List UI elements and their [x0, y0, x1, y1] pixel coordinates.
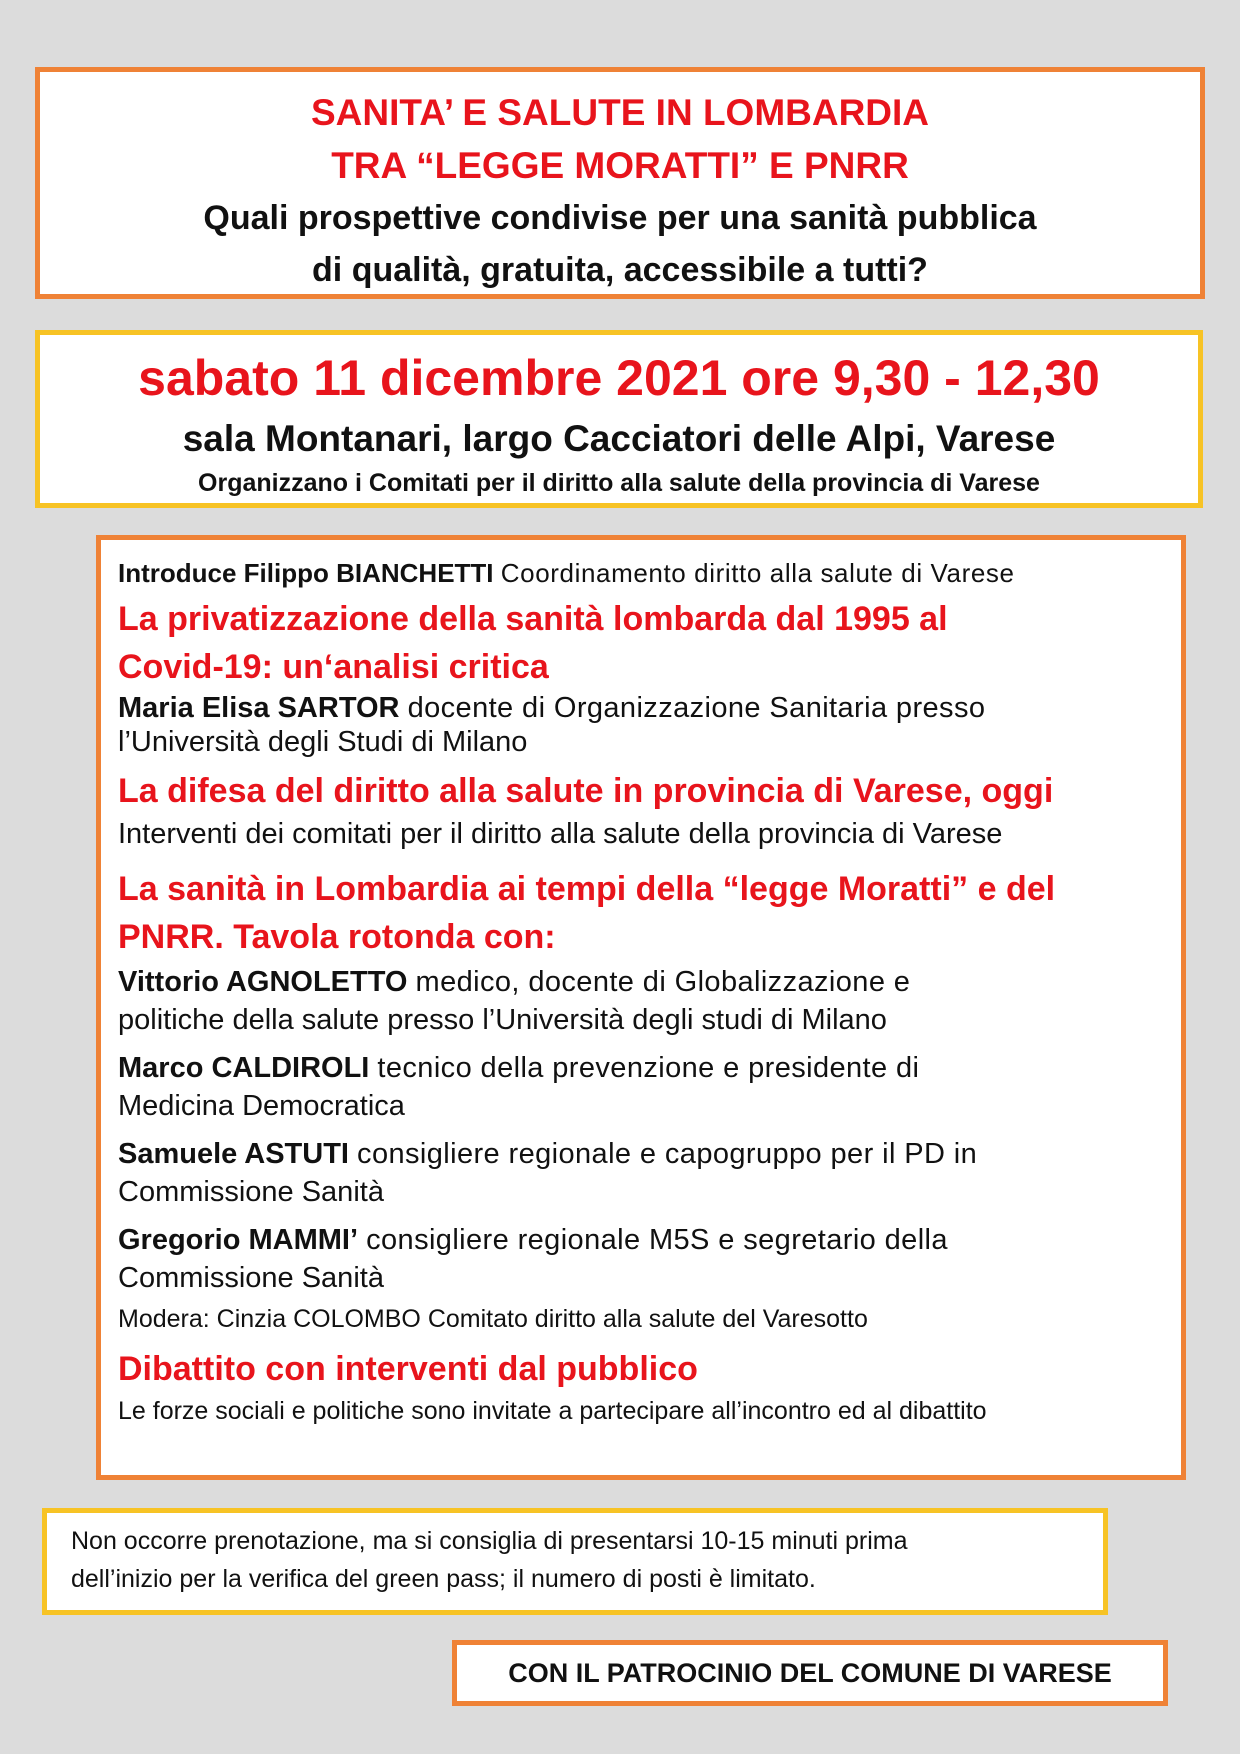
event-organizers: Organizzano i Comitati per il diritto alla salute della provincia di Varese — [198, 469, 1040, 497]
panelist-4 — [118, 1221, 1181, 1297]
date-box — [35, 330, 1203, 508]
section4-text: Le forze sociali e politiche sono invitate a partecipare all’incontro ed al dibattito — [118, 1397, 987, 1425]
event-title-line2: TRA “LEGGE MORATTI” E PNRR — [331, 145, 909, 186]
panelist-3-role-b: Commissione Sanità — [118, 1176, 384, 1208]
section2-title: La difesa del diritto alla salute in provincia di Varese, oggi — [118, 772, 1054, 810]
notes-box — [42, 1508, 1108, 1615]
patronage-box — [452, 1640, 1168, 1706]
notes-line2: dell’inizio per la verifica del green pass; il numero di posti è limitato. — [71, 1565, 816, 1593]
panelist-3-role-a: consigliere regionale e capogruppo per il PD in — [357, 1138, 978, 1170]
panelist-4-role-b: Commissione Sanità — [118, 1262, 384, 1294]
moderator-line: Modera: Cinzia COLOMBO Comitato diritto alla salute del Varesotto — [118, 1305, 868, 1333]
panelist-4-name: Gregorio MAMMI’ — [118, 1224, 359, 1256]
section3-title-b: PNRR. Tavola rotonda con: — [118, 918, 556, 956]
speaker1-role-b: l’Università degli Studi di Milano — [118, 726, 528, 758]
section4-title: Dibattito con interventi dal pubblico — [118, 1350, 698, 1388]
panelist-1-name: Vittorio AGNOLETTO — [118, 966, 408, 998]
panelist-2-name: Marco CALDIROLI — [118, 1052, 370, 1084]
panelist-1 — [118, 963, 1181, 1039]
panelist-2 — [118, 1049, 1181, 1125]
panelist-1-role-b: politiche della salute presso l’Università degli studi di Milano — [118, 1004, 887, 1036]
panelist-4-role-a: consigliere regionale M5S e segretario della — [366, 1224, 948, 1256]
title-box — [35, 67, 1205, 299]
program-box — [96, 535, 1186, 1480]
section1-title-a: La privatizzazione della sanità lombarda dal 1995 al — [118, 600, 948, 638]
panelist-3 — [118, 1135, 1181, 1211]
intro-line — [118, 555, 1181, 591]
panelist-2-role-a: tecnico della prevenzione e presidente di — [377, 1052, 920, 1084]
event-venue: sala Montanari, largo Cacciatori delle Alpi, Varese — [182, 418, 1056, 459]
event-date-time: sabato 11 dicembre 2021 ore 9,30 - 12,30 — [138, 350, 1100, 406]
event-subtitle-line1: Quali prospettive condivise per una sanità pubblica — [203, 199, 1037, 237]
panelist-3-name: Samuele ASTUTI — [118, 1138, 349, 1170]
intro-name: Introduce Filippo BIANCHETTI — [118, 558, 494, 588]
panelist-1-role-a: medico, docente di Globalizzazione e — [415, 966, 911, 998]
speaker1 — [118, 691, 1181, 759]
section2-text: Interventi dei comitati per il diritto alla salute della provincia di Varese — [118, 818, 1003, 850]
speaker1-name: Maria Elisa SARTOR — [118, 692, 400, 724]
section1-title-b: Covid-19: un‘analisi critica — [118, 648, 549, 686]
intro-role: Coordinamento diritto alla salute di Varese — [500, 558, 1015, 588]
speaker1-role-a: docente di Organizzazione Sanitaria presso — [407, 692, 986, 724]
event-subtitle-line2: di qualità, gratuita, accessibile a tutti? — [312, 251, 928, 289]
patronage-text: CON IL PATROCINIO DEL COMUNE DI VARESE — [508, 1658, 1112, 1688]
section3-title-a: La sanità in Lombardia ai tempi della “legge Moratti” e del — [118, 870, 1056, 908]
notes-line1: Non occorre prenotazione, ma si consiglia di presentarsi 10-15 minuti prima — [71, 1527, 908, 1555]
event-title-line1: SANITA’ E SALUTE IN LOMBARDIA — [310, 92, 930, 133]
panelist-2-role-b: Medicina Democratica — [118, 1090, 405, 1122]
